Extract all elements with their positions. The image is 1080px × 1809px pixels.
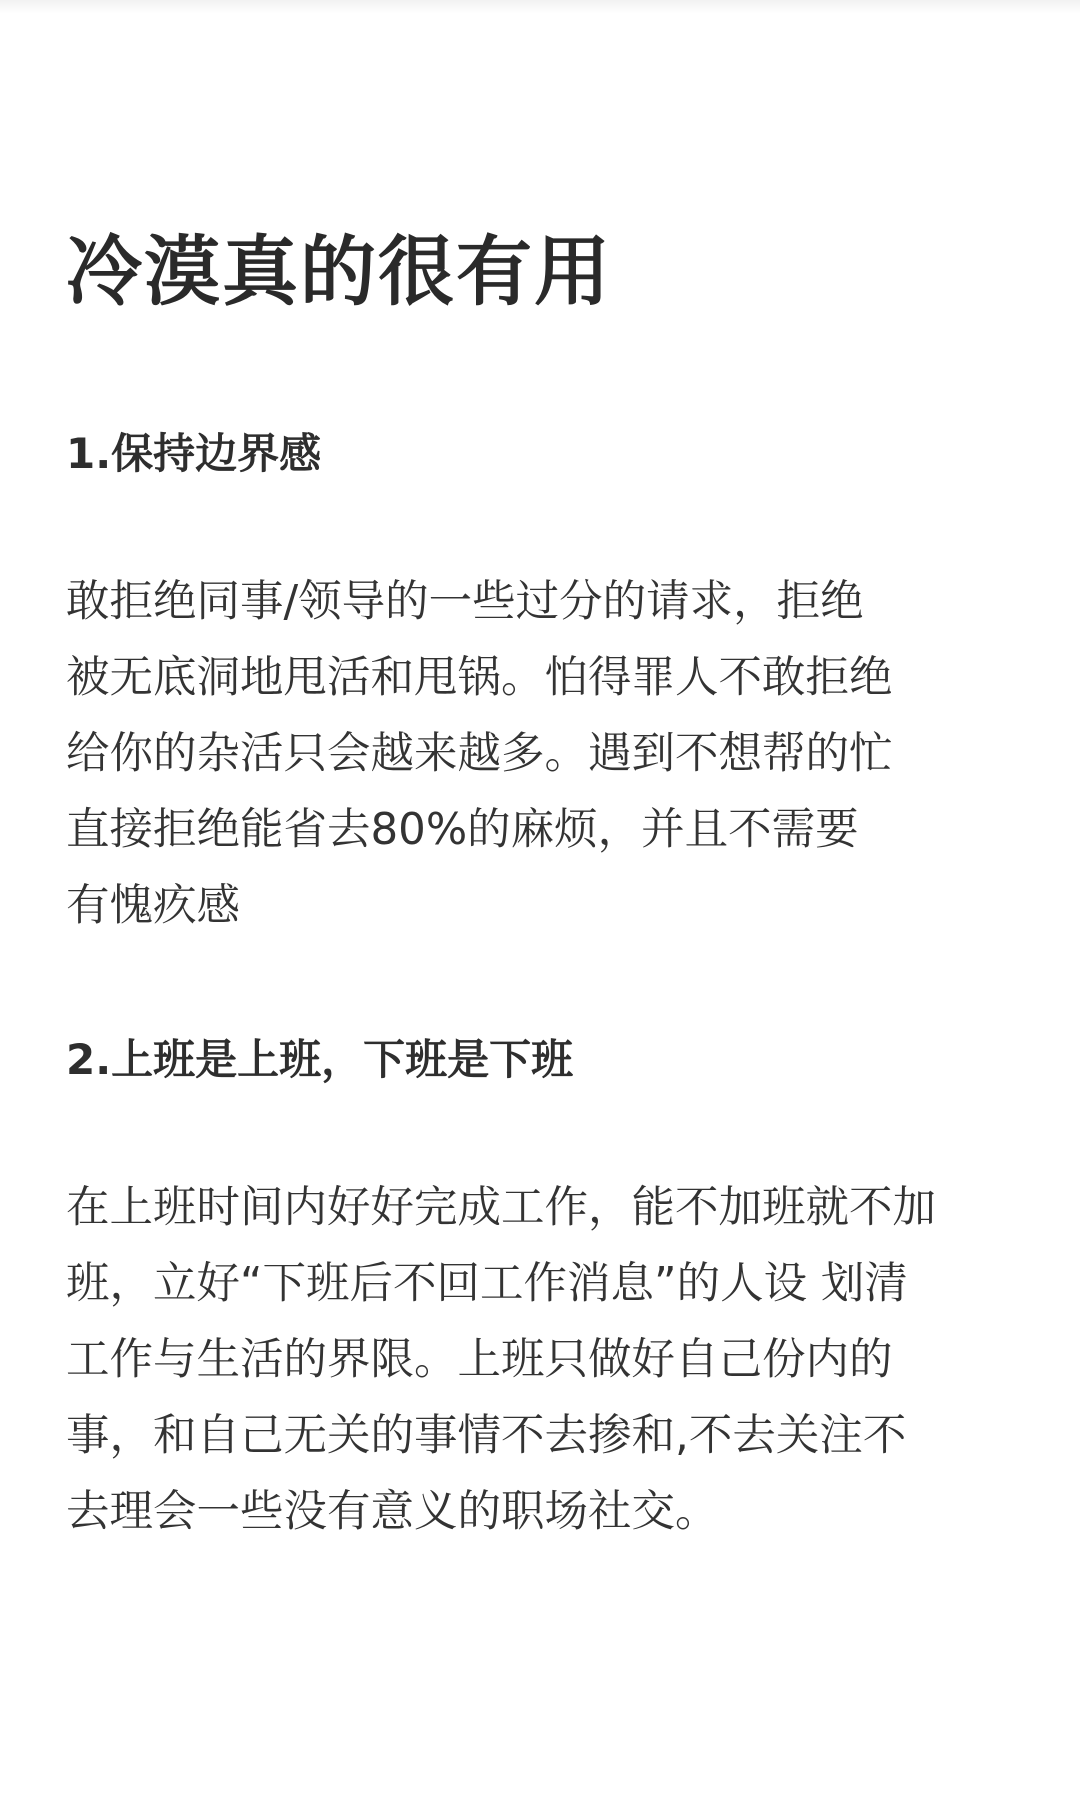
body-line: 去理会一些没有意义的职场社交。 <box>66 1487 719 1537</box>
body-line: 班，立好“下班后不回工作消息”的人设 划清 <box>66 1259 908 1309</box>
section-body-work-hours <box>66 1170 1056 1550</box>
section-heading-work-hours: 2.上班是上班，下班是下班 <box>66 1035 574 1084</box>
body-line: 被无底洞地甩活和甩锅。怕得罪人不敢拒绝 <box>66 653 893 703</box>
top-edge-shadow <box>0 0 1080 14</box>
body-line: 给你的杂活只会越来越多。遇到不想帮的忙 <box>66 729 893 779</box>
body-line: 直接拒绝能省去80%的麻烦，并且不需要 <box>66 805 859 855</box>
article-title: 冷漠真的很有用 <box>66 227 612 316</box>
body-line: 事，和自己无关的事情不去掺和,不去关注不 <box>66 1411 907 1461</box>
body-line: 敢拒绝同事/领导的一些过分的请求，拒绝 <box>66 577 864 627</box>
body-line: 在上班时间内好好完成工作，能不加班就不加 <box>66 1183 936 1233</box>
section-body-boundaries <box>66 564 1056 944</box>
body-line: 工作与生活的界限。上班只做好自己份内的 <box>66 1335 893 1385</box>
section-heading-boundaries: 1.保持边界感 <box>66 429 322 478</box>
body-line: 有愧疚感 <box>66 881 240 931</box>
